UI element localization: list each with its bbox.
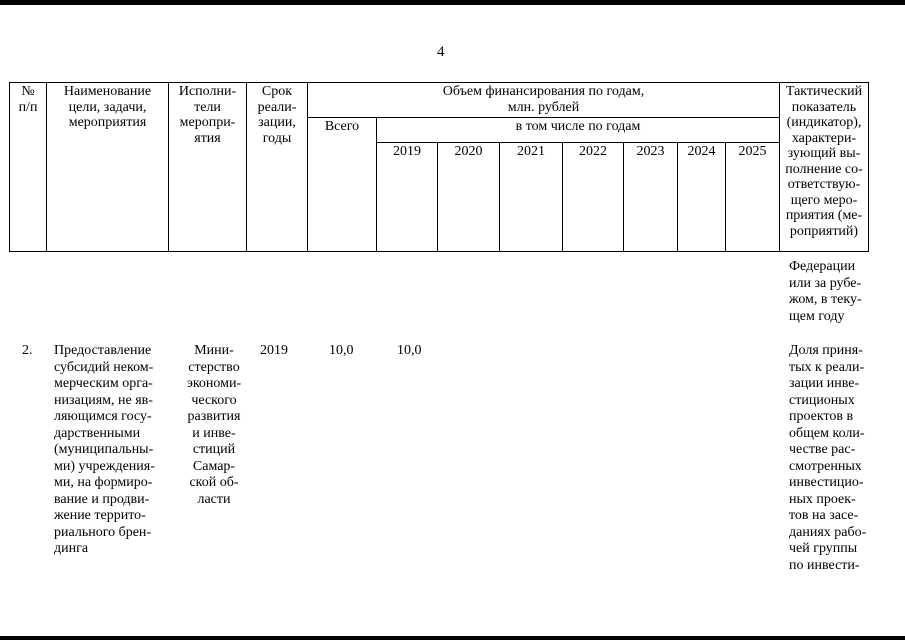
- col-total-header: Всего: [308, 118, 377, 252]
- year-2024-header: 2024: [678, 143, 726, 252]
- top-border: [0, 0, 905, 5]
- year-2019-header: 2019: [377, 143, 438, 252]
- page-number: 4: [437, 44, 445, 60]
- year-2021-header: 2021: [500, 143, 563, 252]
- row2-term: 2019: [260, 343, 288, 358]
- year-2025-header: 2025: [726, 143, 780, 252]
- col-term-header: Срок реали- зации, годы: [247, 83, 308, 252]
- bottom-border: [0, 636, 905, 640]
- col-indicator-header: Тактический показатель (индикатор), характери- зующий вы- полнение со- ответствую- щего меро- приятия (ме- роприятий): [780, 83, 869, 252]
- year-2022-header: 2022: [563, 143, 624, 252]
- row2-2019: 10,0: [397, 343, 422, 358]
- row2-total: 10,0: [329, 343, 354, 358]
- row2-indicator: Доля приня- тых к реали- зации инве- стиционых проектов в общем коли- честве рас- смотренных инвестицио- ных проек- тов на засе- даниях рабо- чей группы по инвести-: [789, 343, 867, 573]
- col-name-header: Наименование цели, задачи, мероприятия: [47, 83, 169, 252]
- year-2023-header: 2023: [624, 143, 678, 252]
- row2-executor: Мини- стерство экономи- ческого развития и инве- стиций Самар- ской об- ласти: [186, 343, 242, 507]
- row2-name: Предоставление субсидий неком- мерческим орга- низациям, не яв- ляющимся госу- дарственными (муниципальны- ми) учреждения- ми, на формиро- вание и продви- жение террито- риального брен- динга: [54, 343, 155, 556]
- row2-num: 2.: [22, 343, 33, 358]
- col-num-header: № п/п: [10, 83, 47, 252]
- year-2020-header: 2020: [438, 143, 500, 252]
- col-funding-header: Объем финансирования по годам, млн. рублей: [308, 83, 780, 118]
- col-executor-header: Исполни- тели меропри- ятия: [169, 83, 247, 252]
- header-table: [9, 82, 869, 252]
- col-by-years-header: в том числе по годам: [377, 118, 780, 143]
- continuation-text: Федерации или за рубе- жом, в теку- щем году: [789, 259, 862, 324]
